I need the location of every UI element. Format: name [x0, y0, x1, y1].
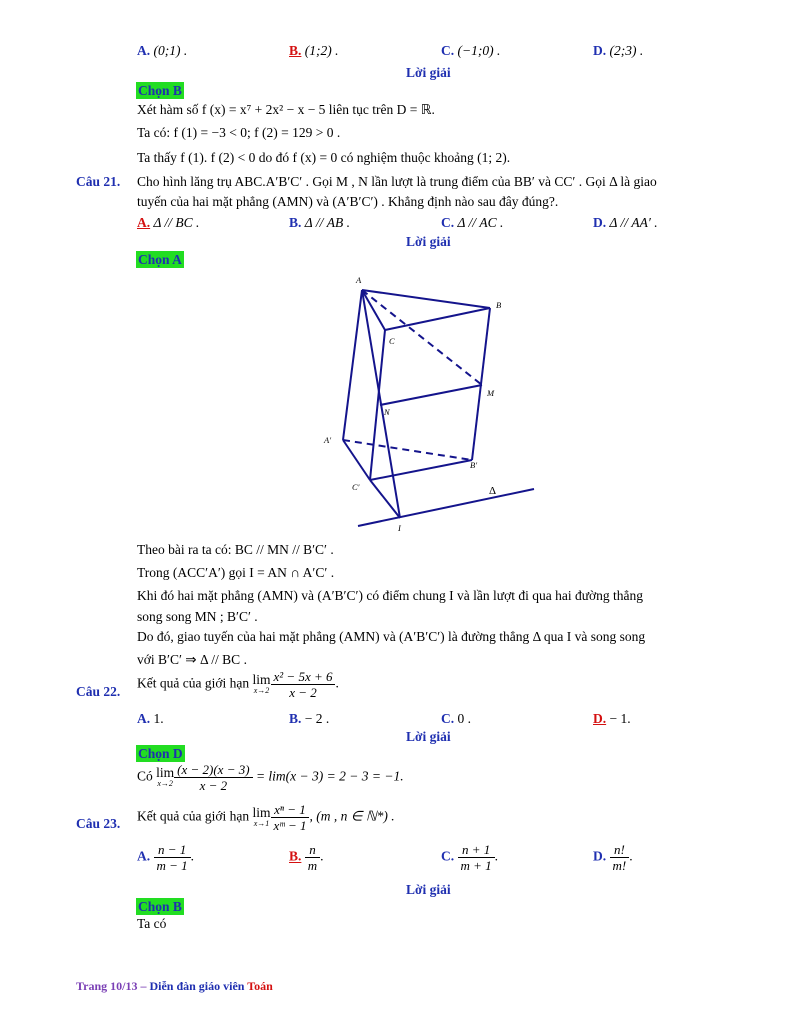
label-a: A: [356, 275, 362, 285]
label-c: C: [389, 336, 395, 346]
q23-solution-line-1: Ta có: [137, 916, 167, 931]
q21-solution-line-1: Theo bài ra ta có: BC // MN // B′C′ .: [137, 542, 334, 557]
q21-stem-line-1: Cho hình lăng trụ ABC.A′B′C′ . Gọi M , N lần lượt là trung điểm của BB′ và CC′ . Gọi Δ là giao: [137, 174, 657, 189]
label-n: N: [384, 407, 390, 417]
q22-solution-header: Lời giải: [406, 729, 451, 744]
q20-solution-header: Lời giải: [406, 65, 451, 80]
q22-option-a: A. 1.: [137, 711, 164, 726]
q23-option-b: B. $\frac{n}{m}$ .: [289, 842, 324, 873]
q21-solution-line-6: với B′C′ ⇒ Δ // BC .: [137, 652, 247, 667]
q23-option-c: C. $\frac{n + 1}{m + 1}$ .: [441, 842, 499, 873]
q23-label: Câu 23.: [76, 816, 121, 831]
edge-bc: [385, 308, 490, 330]
q23-chosen-badge: Chọn B: [138, 899, 182, 914]
page-footer: Trang 10/13 – Diễn đàn giáo viên Toán: [76, 979, 273, 993]
q21-option-d: D. Δ // AA′ .: [593, 215, 658, 230]
q21-option-a: A. Δ // BC .: [137, 215, 200, 230]
prism-figure: [300, 265, 560, 540]
q21-solution-line-5: Do đó, giao tuyến của hai mặt phẳng (AMN) và (A′B′C′) là đường thẳng Δ qua I và song song: [137, 629, 646, 644]
label-a-prime: A′: [324, 435, 332, 445]
label-i: I: [398, 523, 401, 533]
label-b-prime: B′: [470, 460, 478, 470]
q21-chosen-badge: Chọn A: [138, 252, 182, 267]
q20-option-c: C. (−1;0) .: [441, 43, 501, 58]
q20-option-d: D. (2;3) .: [593, 43, 644, 58]
q22-option-c: C. 0 .: [441, 711, 471, 726]
q21-stem-line-2: tuyến của hai mặt phẳng (AMN) và (A′B′C′) . Khẳng định nào sau đây đúng?.: [137, 194, 559, 209]
q21-solution-line-4: song song MN ; B′C′ .: [137, 609, 258, 624]
q22-option-d: D. − 1.: [593, 711, 631, 726]
q21-option-b: B. Δ // AB .: [289, 215, 350, 230]
q23-stem: Kết quả của giới hạn lim x→1 $\frac{\text{xⁿ − 1}}{\text{xᵐ − 1}}$ , (m , n ∈ ℕ*) .: [137, 802, 395, 833]
q21-solution-line-2: Trong (ACC′A′) gọi I = AN ∩ A′C′ .: [137, 565, 335, 580]
q23-option-a: A. $\frac{n - 1}{m - 1}$ .: [137, 842, 195, 873]
edge-a1b1-hidden: [343, 440, 472, 460]
label-m: M: [487, 388, 495, 398]
edge-a1c1: [343, 440, 370, 480]
q20-option-b: B. (1;2) .: [289, 43, 339, 58]
edge-b1c1: [370, 460, 472, 480]
label-c-prime: C′: [352, 482, 360, 492]
q22-stem: Kết quả của giới hạn lim x→2 $\frac{\text{x² − 5x + 6}}{x - 2}$ .: [137, 669, 339, 700]
label-delta: Δ: [489, 485, 497, 497]
q21-label: Câu 21.: [76, 174, 121, 189]
q22-label: Câu 22.: [76, 684, 121, 699]
q20-solution-line-1: Xét hàm số f (x) = x⁷ + 2x² − x − 5 liên tục trên D = ℝ.: [137, 102, 435, 117]
edge-bb1: [472, 308, 490, 460]
edge-aa1: [343, 290, 362, 440]
q21-solution-line-3: Khi đó hai mặt phẳng (AMN) và (A′B′C′) có điểm chung I và lần lượt đi qua hai đường thẳng: [137, 588, 644, 603]
q21-option-c: C. Δ // AC .: [441, 215, 504, 230]
q20-option-a: A. (0;1) .: [137, 43, 188, 58]
q20-solution-line-2: Ta có: f (1) = −3 < 0; f (2) = 129 > 0 .: [137, 125, 341, 140]
q20-chosen-badge: Chọn B: [138, 83, 182, 98]
q22-solution-line: Có lim x→2 $\frac{(x - 2)(x - 3)}{x - 2}$ = lim(x − 3) = 2 − 3 = −1.: [137, 762, 404, 793]
label-b: B: [496, 300, 502, 310]
line-delta: [358, 489, 534, 526]
q22-option-b: B. − 2 .: [289, 711, 330, 726]
q20-solution-line-3: Ta thấy f (1). f (2) < 0 do đó f (x) = 0 có nghiệm thuộc khoảng (1; 2).: [137, 150, 511, 165]
q23-solution-header: Lời giải: [406, 882, 451, 897]
q21-solution-header: Lời giải: [406, 234, 451, 249]
q23-option-d: D. $\frac{n!}{m!}$ .: [593, 842, 633, 873]
q22-chosen-badge: Chọn D: [138, 746, 183, 761]
segment-nm: [380, 385, 482, 405]
